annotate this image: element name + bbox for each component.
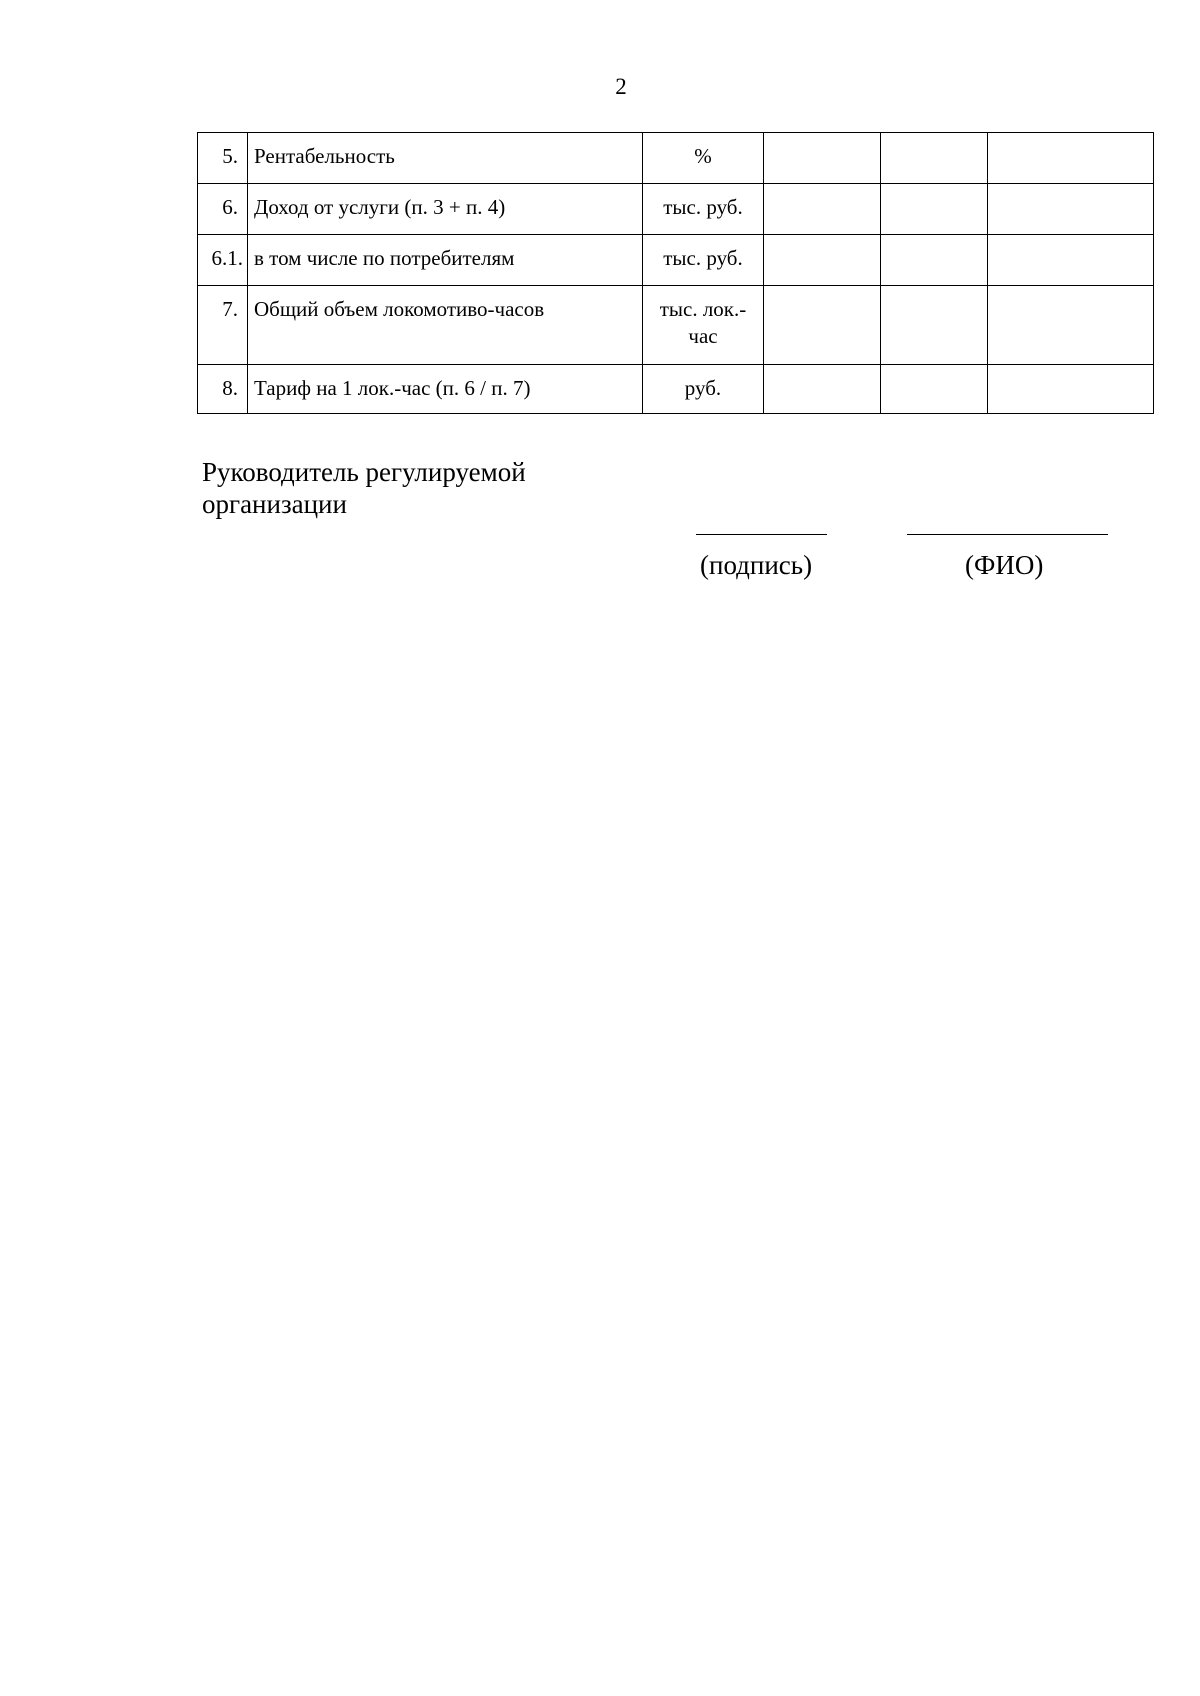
row-number: 8. (198, 365, 248, 414)
name-caption: (ФИО) (965, 550, 1044, 580)
signature-caption: (подпись) (700, 550, 813, 580)
value-cell (881, 133, 988, 184)
table-row (198, 133, 1154, 184)
row-name: Рентабельность (248, 133, 643, 184)
page-number: 2 (615, 74, 627, 99)
row-unit: тыс. лок.- час (643, 286, 764, 365)
value-cell (988, 133, 1154, 184)
row-unit: тыс. руб. (643, 235, 764, 286)
row-number: 6.1. (198, 235, 248, 286)
value-cell (881, 235, 988, 286)
table-row (198, 286, 1154, 365)
position-line: Руководитель регулируемой (202, 457, 526, 487)
row-name: Доход от услуги (п. 3 + п. 4) (248, 184, 643, 235)
row-number: 7. (198, 286, 248, 365)
value-cell (764, 365, 881, 414)
row-name: в том числе по потребителям (248, 235, 643, 286)
row-number: 6. (198, 184, 248, 235)
value-cell (988, 286, 1154, 365)
table-row (198, 235, 1154, 286)
row-name: Тариф на 1 лок.-час (п. 6 / п. 7) (248, 365, 643, 414)
table-row (198, 365, 1154, 414)
row-unit: руб. (643, 365, 764, 414)
signatory-position (202, 456, 526, 520)
value-cell (881, 365, 988, 414)
name-line (907, 534, 1108, 535)
table-row (198, 184, 1154, 235)
value-cell (764, 286, 881, 365)
row-unit: % (643, 133, 764, 184)
value-cell (881, 184, 988, 235)
value-cell (764, 184, 881, 235)
value-cell (988, 235, 1154, 286)
signature-line (696, 534, 827, 535)
row-number: 5. (198, 133, 248, 184)
value-cell (764, 133, 881, 184)
value-cell (988, 184, 1154, 235)
tariff-table (197, 132, 1154, 414)
position-line: организации (202, 489, 347, 519)
row-unit: тыс. руб. (643, 184, 764, 235)
row-name: Общий объем локомотиво-часов (248, 286, 643, 365)
value-cell (881, 286, 988, 365)
value-cell (988, 365, 1154, 414)
value-cell (764, 235, 881, 286)
